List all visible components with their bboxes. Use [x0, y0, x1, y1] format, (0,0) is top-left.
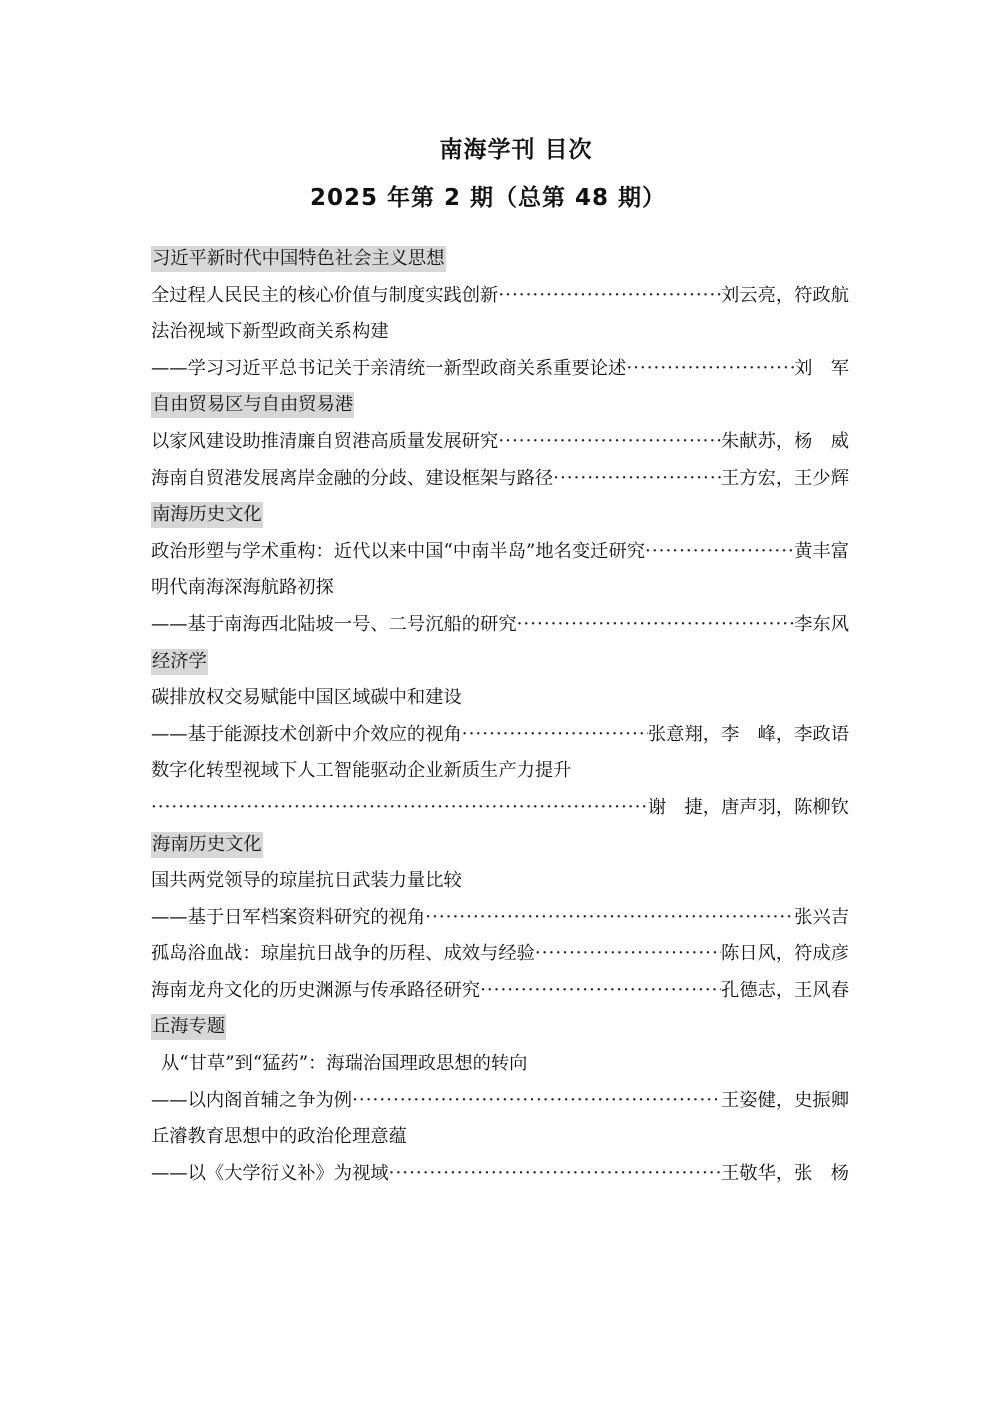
article-authors: 王敬华，张 杨 [721, 1162, 849, 1184]
toc-title-line [151, 1119, 849, 1156]
dot-leader [517, 607, 795, 644]
section-heading-row [151, 1009, 849, 1046]
article-title: 明代南海深海航路初探 [151, 577, 334, 599]
article-title: 法治视域下新型政商关系构建 [151, 321, 389, 343]
toc-title-line [151, 570, 849, 607]
article-title: ——基于南海西北陆坡一号、二号沉船的研究 [151, 613, 517, 635]
article-title: 海南自贸港发展离岸金融的分歧、建设框架与路径 [151, 467, 554, 489]
article-title: 数字化转型视域下人工智能驱动企业新质生产力提升 [151, 760, 572, 782]
dot-leader [151, 790, 648, 827]
dot-leader [645, 534, 794, 571]
article-authors: 孔德志，王风春 [721, 979, 849, 1001]
toc-title-line [151, 863, 849, 900]
article-title: 丘濬教育思想中的政治伦理意蕴 [151, 1126, 407, 1148]
dot-leader [498, 424, 721, 461]
article-title: 孤岛浴血战：琼崖抗日战争的历程、成效与经验 [151, 943, 535, 965]
article-authors: 陈日风，符成彦 [721, 943, 849, 965]
dot-leader [498, 278, 721, 315]
toc-entry [151, 278, 849, 315]
dot-leader [480, 973, 721, 1010]
toc-title-line [151, 314, 849, 351]
article-title: 国共两党领导的琼崖抗日武装力量比较 [151, 870, 462, 892]
section-heading: 丘海专题 [151, 1014, 226, 1040]
article-title: 政治形塑与学术重构：近代以来中国“中南半岛”地名变迁研究 [151, 540, 646, 562]
dot-leader [462, 717, 648, 754]
toc-entry [151, 461, 849, 498]
dot-leader [425, 900, 794, 937]
section-heading: 习近平新时代中国特色社会主义思想 [151, 246, 446, 272]
article-title: ——以内阁首辅之争为例 [151, 1089, 353, 1111]
dot-leader [626, 351, 794, 388]
article-authors: 刘云亮，符政航 [721, 284, 849, 306]
article-title: ——学习习近平总书记关于亲清统一新型政商关系重要论述 [151, 357, 627, 379]
toc-entry [151, 900, 849, 937]
article-authors: 李东风 [794, 613, 849, 635]
table-of-contents [151, 241, 849, 1192]
article-title: ——基于日军档案资料研究的视角 [151, 906, 426, 928]
article-authors: 朱献苏，杨 威 [721, 430, 849, 452]
article-title: 以家风建设助推清廉自贸港高质量发展研究 [151, 430, 499, 452]
article-title: ——以《大学衍义补》为视域 [151, 1162, 389, 1184]
section-heading-row [151, 827, 849, 864]
toc-entry [151, 973, 849, 1010]
article-title: ——基于能源技术创新中介效应的视角 [151, 723, 462, 745]
article-title: 全过程人民民主的核心价值与制度实践创新 [151, 284, 499, 306]
dot-leader [389, 1156, 721, 1193]
section-heading-row [151, 644, 849, 681]
toc-title-line [151, 1046, 849, 1083]
dot-leader [535, 936, 721, 973]
section-heading: 海南历史文化 [151, 832, 263, 858]
section-heading-row [151, 497, 849, 534]
toc-entry [151, 717, 849, 754]
article-title: 海南龙舟文化的历史渊源与传承路径研究 [151, 979, 481, 1001]
section-heading: 南海历史文化 [151, 502, 263, 528]
toc-entry [151, 936, 849, 973]
toc-title-line [151, 680, 849, 717]
article-authors: 张兴吉 [794, 906, 849, 928]
dot-leader [553, 461, 721, 498]
toc-entry [151, 790, 849, 827]
article-authors: 刘 军 [794, 357, 849, 379]
toc-entry [151, 1083, 849, 1120]
toc-entry [151, 607, 849, 644]
section-heading-row [151, 387, 849, 424]
toc-title-line [151, 753, 849, 790]
journal-title: 南海学刊 目次 [439, 137, 593, 163]
section-heading: 经济学 [151, 649, 208, 675]
dot-leader [352, 1083, 721, 1120]
article-title: 从“甘草”到“猛药”：海瑞治国理政思想的转向 [161, 1053, 528, 1075]
toc-entry [151, 351, 849, 388]
section-heading-row [151, 241, 849, 278]
article-authors: 张意翔，李 峰，李政语 [647, 723, 849, 745]
toc-entry [151, 1156, 849, 1193]
article-title: 碳排放权交易赋能中国区域碳中和建设 [151, 687, 462, 709]
article-authors: 黄丰富 [794, 540, 849, 562]
issue-title: 2025 年第 2 期（总第 48 期） [309, 185, 667, 211]
article-authors: 谢 捷，唐声羽，陈柳钦 [647, 796, 849, 818]
article-authors: 王方宏，王少辉 [721, 467, 849, 489]
article-authors: 王姿健，史振卿 [721, 1089, 849, 1111]
section-heading: 自由贸易区与自由贸易港 [151, 392, 354, 418]
toc-entry [151, 424, 849, 461]
toc-entry [151, 534, 849, 571]
